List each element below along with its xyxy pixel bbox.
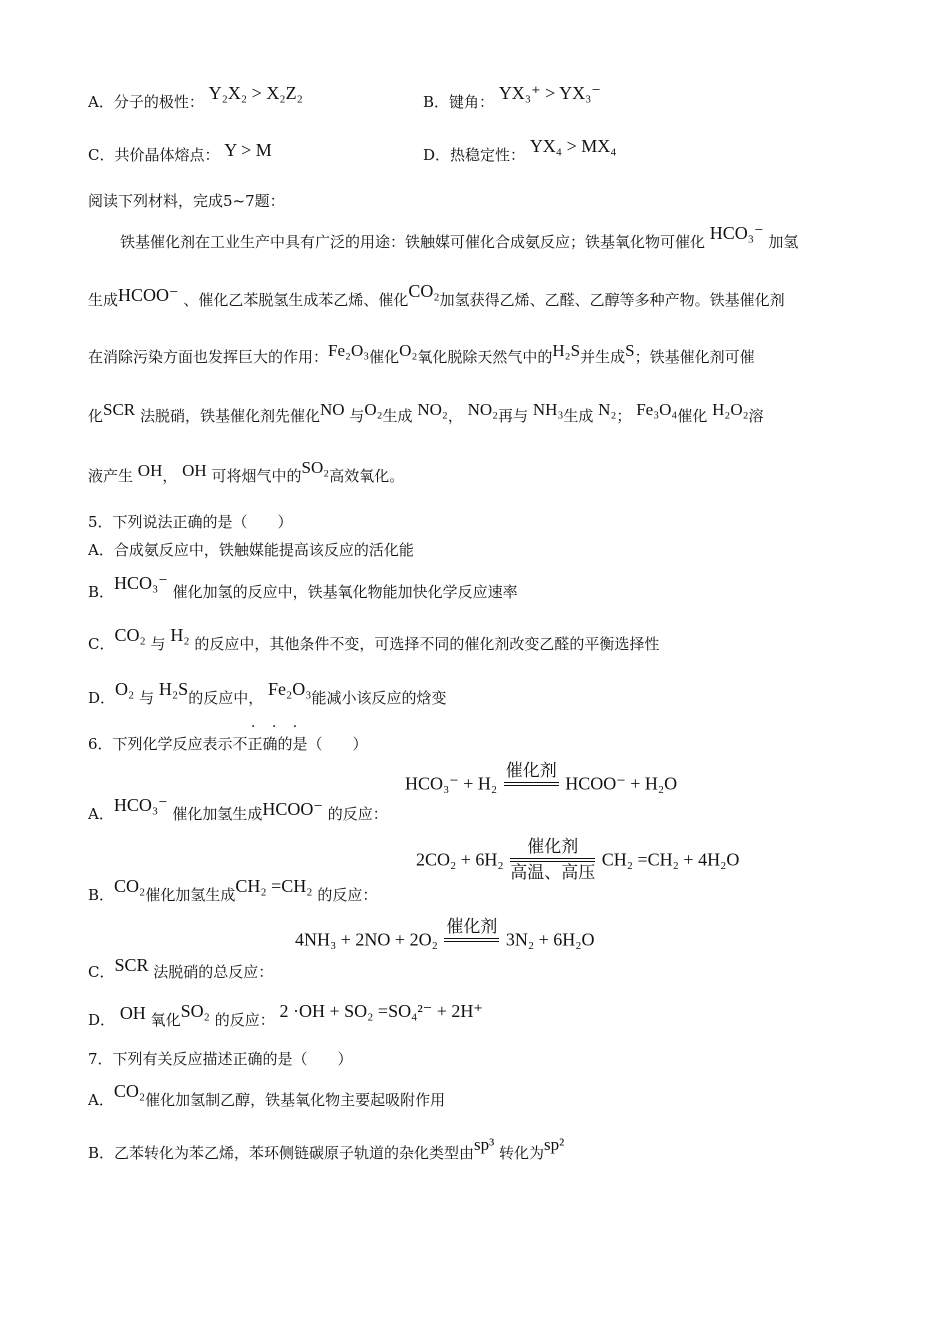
text: 催化加氢生成 <box>145 886 236 904</box>
option-label: D． <box>88 689 116 707</box>
formula-so2: SO₂ <box>180 1001 210 1021</box>
formula-hco3: HCO₃⁻ <box>709 223 764 243</box>
formula-h2s: H₂S <box>552 341 581 360</box>
option-label: B．键角： <box>423 93 495 111</box>
formula-fe3o4: Fe₃O₄ <box>636 400 678 419</box>
text: 转化为 <box>499 1144 545 1162</box>
equation-left: HCO₃⁻ + H₂ <box>405 773 498 794</box>
q5-option-b <box>88 573 518 603</box>
text: 在消除污染方面也发挥巨大的作用： <box>88 348 329 366</box>
q4-option-b <box>423 83 601 113</box>
formula-n2: N₂ <box>598 400 617 419</box>
q4-option-a <box>88 83 303 113</box>
text: 液产生 <box>88 467 134 485</box>
text: 、催化乙苯脱氢生成苯乙烯、催化 <box>183 291 409 309</box>
text: 高效氧化。 <box>329 467 405 485</box>
text: 催化加氢生成 <box>172 805 263 823</box>
formula-h2: H₂ <box>170 625 190 645</box>
formula-no: NO <box>319 400 345 419</box>
formula-co2: CO₂ <box>408 281 440 301</box>
text: 并生成 <box>580 348 626 366</box>
formula-no2: NO₂ <box>467 400 499 419</box>
reaction-arrow <box>510 836 595 884</box>
q7-option-a <box>88 1081 446 1111</box>
text: 生成 <box>382 407 413 425</box>
formula-oh: OH <box>182 461 207 480</box>
catalyst-label: 催化剂 <box>527 837 579 857</box>
text: 可将烟气中的 <box>211 467 302 485</box>
equation-left: 2CO₂ + 6H₂ <box>416 849 504 870</box>
equation-d: 2 ·OH + SO₂ =SO₄²⁻ + 2H⁺ <box>279 1001 483 1021</box>
formula-hcoo: HCOO⁻ <box>118 285 179 305</box>
q6-option-c <box>88 955 274 983</box>
formula-fe2o3: Fe₂O₃ <box>328 341 370 360</box>
formula-h2o2: H₂O₂ <box>712 400 749 419</box>
formula-co2: CO₂ <box>114 625 146 645</box>
text: 法脱硝的总反应： <box>153 963 274 981</box>
formula-sp2: sp² <box>544 1135 565 1154</box>
spacer <box>444 942 499 964</box>
reaction-arrow <box>504 760 559 808</box>
catalyst-label: 催化剂 <box>446 917 498 937</box>
q4-option-d <box>423 136 617 166</box>
formula-ethylene: CH₂ =CH₂ <box>235 876 313 896</box>
q6-equation-c <box>295 916 595 964</box>
formula: Y > M <box>224 140 272 160</box>
formula-o2: O₂ <box>399 341 418 360</box>
formula-oh: OH <box>119 1003 146 1023</box>
text: 加氢 <box>768 233 799 251</box>
text: 溶 <box>748 407 764 425</box>
formula-co2: CO₂ <box>114 876 146 896</box>
text: 能减小该反应的焓变 <box>311 689 447 707</box>
text: 生成 <box>88 291 119 309</box>
text: 的反应中， <box>188 689 264 707</box>
text: 的反应： <box>214 1011 275 1029</box>
formula-fe2o3: Fe₂O₃ <box>267 679 312 699</box>
text: 催化 <box>369 348 400 366</box>
text: 再与 <box>498 407 529 425</box>
reading-line-5 <box>88 458 405 487</box>
text: 催化加氢的反应中，铁基氧化物能加快化学反应速率 <box>172 583 518 601</box>
option-label: C． <box>88 963 115 981</box>
catalyst-label: 催化剂 <box>505 761 557 781</box>
formula: YX₃⁺ > YX₃⁻ <box>498 83 601 103</box>
q5-option-d <box>88 679 447 709</box>
q5-option-c <box>88 625 660 655</box>
formula-oh: OH <box>137 461 163 480</box>
option-label: C． <box>88 635 115 653</box>
option-label: A． <box>88 1091 114 1109</box>
formula-o2: O₂ <box>364 400 383 419</box>
text: 生成 <box>563 407 594 425</box>
equation-right: CH₂ =CH₂ + 4H₂O <box>601 849 740 870</box>
formula-scr: SCR <box>103 400 136 419</box>
q5-stem: 5．下列说法正确的是（ ） <box>88 513 293 531</box>
q6-option-b <box>88 876 378 906</box>
formula-sp3: sp³ <box>474 1135 495 1154</box>
text: 的反应： <box>317 886 378 904</box>
equation-left: 4NH₃ + 2NO + 2O₂ <box>295 929 438 950</box>
formula-scr: SCR <box>114 955 149 975</box>
option-label: D． <box>88 1011 116 1029</box>
formula-hco3: HCO₃⁻ <box>113 795 168 815</box>
condition-label: 高温、高压 <box>510 863 596 883</box>
formula-hco3: HCO₃⁻ <box>114 573 168 593</box>
text: 的反应： <box>327 805 388 823</box>
spacer <box>504 786 559 808</box>
text: 催化加氢制乙醇，铁基氧化物主要起吸附作用 <box>145 1091 446 1109</box>
option-label: A．分子的极性： <box>88 93 204 111</box>
option-label: D．热稳定性： <box>423 146 526 164</box>
q7-stem: 7．下列有关反应描述正确的是（ ） <box>88 1050 353 1068</box>
text: 法脱硝，铁基催化剂先催化 <box>139 407 320 425</box>
text: 氧化脱除天然气中的 <box>417 348 553 366</box>
text: 的反应中，其他条件不变，可选择不同的催化剂改变乙醛的平衡选择性 <box>194 635 660 653</box>
formula-co2: CO₂ <box>113 1081 146 1101</box>
option-label: A． <box>88 805 114 823</box>
option-label: B． <box>88 886 115 904</box>
option-label: B． <box>88 583 115 601</box>
q6-equation-b <box>416 836 739 884</box>
q6-option-a <box>88 795 388 825</box>
reading-line-4 <box>88 400 764 427</box>
formula-nh3: NH₃ <box>532 400 564 419</box>
reading-line-1 <box>120 223 799 253</box>
formula-s: S <box>625 341 635 360</box>
formula-no2: NO₂ <box>417 400 448 419</box>
text: B．乙苯转化为苯乙烯，苯环侧链碳原子轨道的杂化类型由 <box>88 1144 475 1162</box>
q4-option-c <box>88 140 272 166</box>
formula: Y₂X₂ > X₂Z₂ <box>208 83 303 103</box>
q6-option-d <box>88 1001 483 1031</box>
formula-hcoo: HCOO⁻ <box>262 799 323 819</box>
q6-equation-a <box>405 760 677 808</box>
text: ； <box>616 407 632 425</box>
formula: YX₄ > MX₄ <box>529 136 617 156</box>
q6-stem: 6．下列化学反应表示不正确的是（ ） <box>88 735 368 753</box>
text: 与 <box>139 689 155 707</box>
formula-o2: O₂ <box>115 679 135 699</box>
q7-option-b <box>88 1135 565 1164</box>
text: 与 <box>150 635 166 653</box>
text: 加氢获得乙烯、乙醛、乙醇等多种产物。铁基催化剂 <box>439 291 785 309</box>
q5-option-a: A．合成氨反应中，铁触媒能提高该反应的活化能 <box>88 541 414 559</box>
formula-h2s: H₂S <box>158 679 189 699</box>
text: ， <box>162 467 178 485</box>
text: 化 <box>88 407 104 425</box>
equation-right: HCOO⁻ + H₂O <box>565 773 678 794</box>
equation-right: 3N₂ + 6H₂O <box>505 929 595 950</box>
reading-intro: 阅读下列材料，完成5~7题： <box>88 192 285 210</box>
formula-so2: SO₂ <box>301 458 330 477</box>
text: 催化 <box>677 407 708 425</box>
reading-line-3 <box>88 341 755 368</box>
text: 与 <box>349 407 365 425</box>
reaction-arrow <box>444 916 499 964</box>
text: 氧化 <box>150 1011 181 1029</box>
text: 铁基催化剂在工业生产中具有广泛的用途：铁触媒可催化合成氨反应；铁基氧化物可催化 <box>120 233 706 251</box>
text: ， <box>447 407 463 425</box>
option-label: C．共价晶体熔点： <box>88 146 220 164</box>
emphasis-dots: · · · <box>251 719 304 735</box>
text: ；铁基催化剂可催 <box>634 348 755 366</box>
reading-line-2 <box>88 281 785 311</box>
